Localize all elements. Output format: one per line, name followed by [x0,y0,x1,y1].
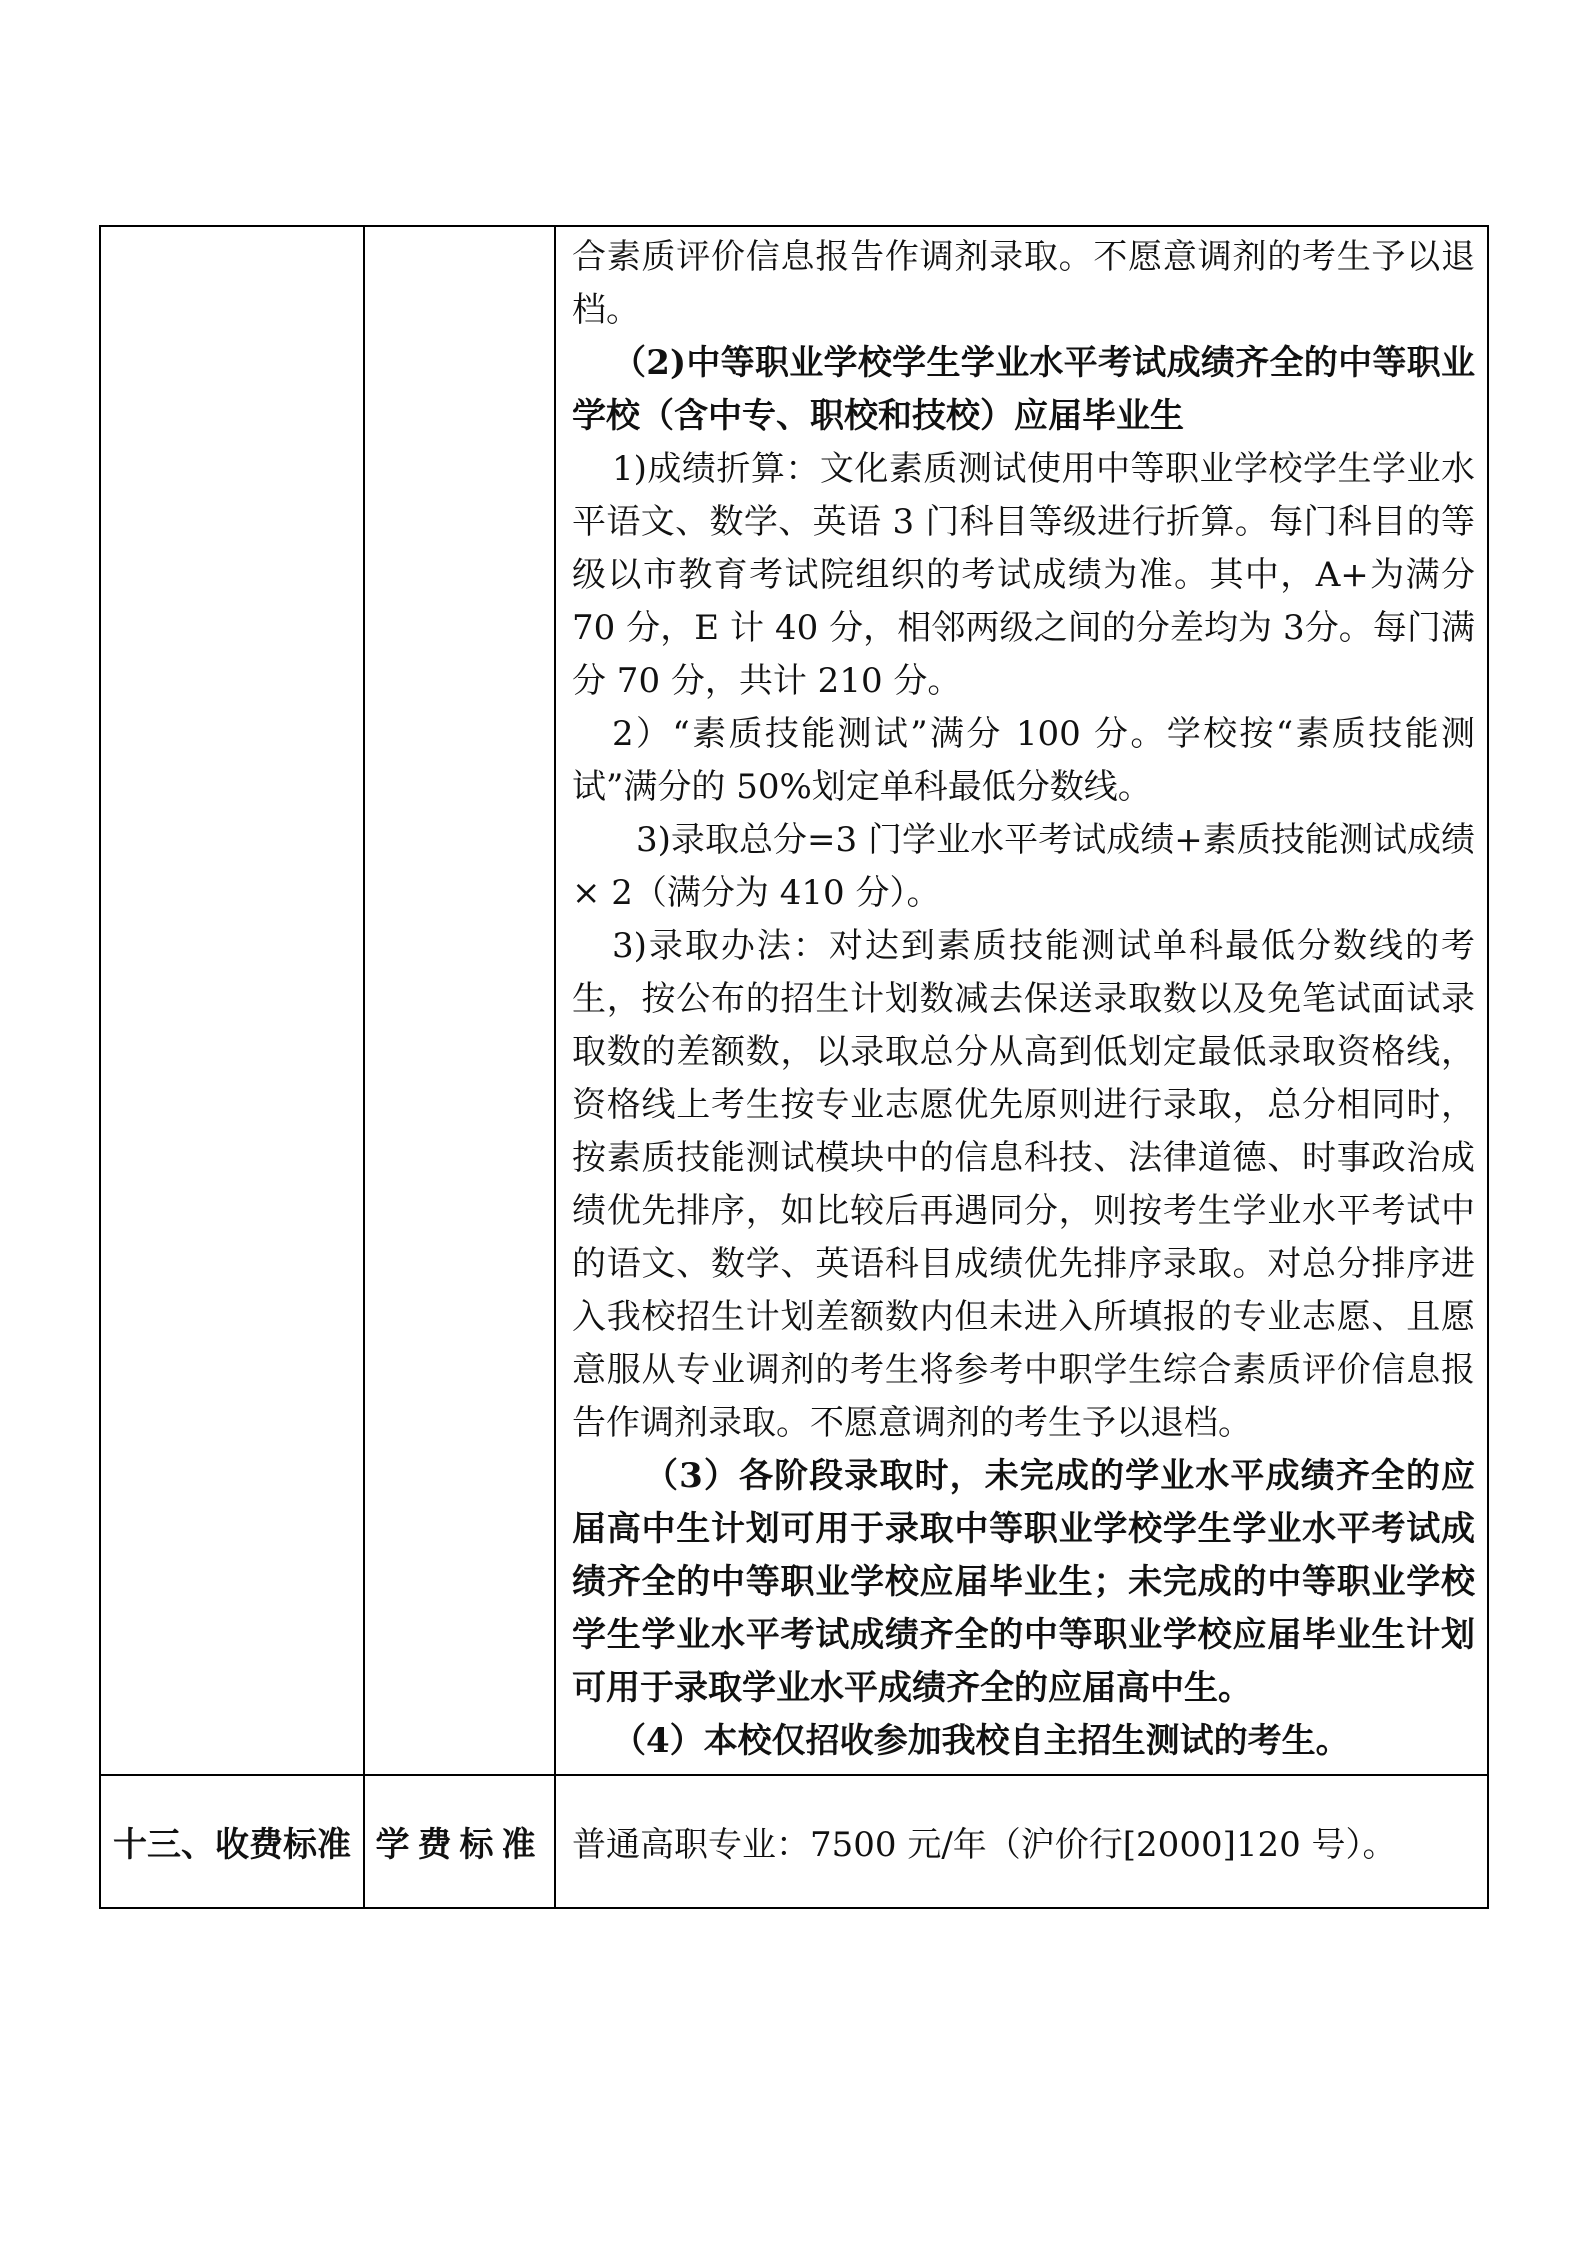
heading-only-self-test: （4）本校仅招收参加我校自主招生测试的考生。 [612,1721,1350,1761]
paragraph-skills-test: 2）“素质技能测试”满分 100 分。学校按“素质技能测试”满分的 50%划定单科最低分数线。 [572,714,1475,807]
content-cell [555,226,1488,1775]
tuition-label: 学费标准 [364,1775,555,1908]
admission-table [99,225,1489,1909]
fee-section-title: 十三、收费标准 [100,1775,364,1908]
paragraph-retreat: 合素质评价信息报告作调剂录取。不愿意调剂的考生予以退档。 [572,237,1475,330]
paragraph-score-conversion: 1)成绩折算：文化素质测试使用中等职业学校学生学业水平语文、数学、英语 3 门科目等级进行折算。每门科目的等级以市教育考试院组织的考试成绩为准。其中，A+为满分 70 分，E 计 40 分，相邻两级之间的分差均为 3分。每门满分 70 分，共计 210 分。 [572,449,1475,701]
heading-stage-plan-transfer: （3）各阶段录取时，未完成的学业水平成绩齐全的应届高中生计划可用于录取中等职业学校学生学业水平考试成绩齐全的中等职业学校应届毕业生；未完成的中等职业学校学生学业水平考试成绩齐全的中等职业学校应届毕业生计划可用于录取学业水平成绩齐全的应届高中生。 [572,1456,1475,1708]
fee-row [100,1775,1488,1908]
empty-section-cell [100,226,364,1775]
content-row [100,226,1488,1775]
tuition-value: 普通高职专业：7500 元/年（沪价行[2000]120 号）。 [555,1775,1488,1908]
paragraph-admission-method: 3)录取办法：对达到素质技能测试单科最低分数线的考生，按公布的招生计划数减去保送录取数以及免笔试面试录取数的差额数，以录取总分从高到低划定最低录取资格线，资格线上考生按专业志愿优先原则进行录取，总分相同时，按素质技能测试模块中的信息科技、法律道德、时事政治成绩优先排序，如比较后再遇同分，则按考生学业水平考试中的语文、数学、英语科目成绩优先排序录取。对总分排序进入我校招生计划差额数内但未进入所填报的专业志愿、且愿意服从专业调剂的考生将参考中职学生综合素质评价信息报告作调剂录取。不愿意调剂的考生予以退档。 [572,926,1475,1443]
heading-vocational-graduates: （2)中等职业学校学生学业水平考试成绩齐全的中等职业学校（含中专、职校和技校）应届毕业生 [572,343,1475,436]
paragraph-total-score: 3)录取总分=3 门学业水平考试成绩+素质技能测试成绩 × 2（满分为 410 分）。 [572,820,1475,913]
empty-label-cell [364,226,555,1775]
